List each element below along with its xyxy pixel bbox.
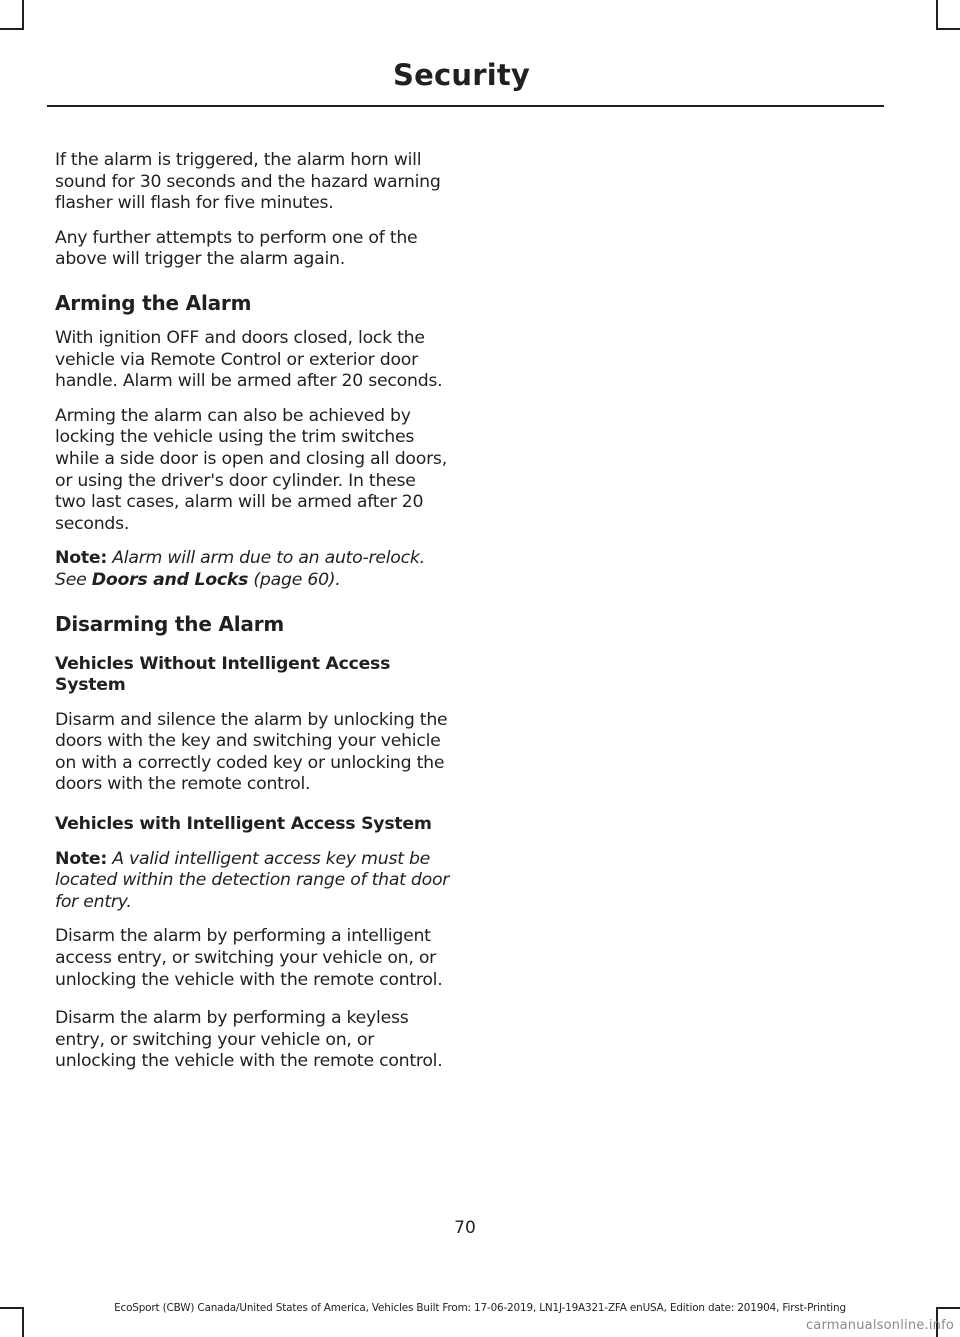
crop-mark-top-right xyxy=(936,28,960,30)
note-label: Note: xyxy=(55,848,107,869)
subheading: Vehicles with Intelligent Access System xyxy=(55,814,432,835)
paragraph: If the alarm is triggered, the alarm horn will sound for 30 seconds and the hazard warning flasher will flash for five minutes. xyxy=(55,150,441,214)
paragraph: With ignition OFF and doors closed, lock the vehicle via Remote Control or exterior door handle. Alarm will be armed after 20 seconds. xyxy=(55,327,443,392)
subheading: Vehicles Without Intelligent Access System xyxy=(55,653,391,696)
header-divider xyxy=(47,105,884,107)
page-number: 70 xyxy=(454,1218,476,1238)
note-text: Alarm will arm due to an auto-relock. See xyxy=(55,548,425,590)
crop-mark-top-right xyxy=(936,0,938,30)
section-heading-disarming: Disarming the Alarm xyxy=(55,611,284,636)
main-column xyxy=(55,150,450,1086)
section-heading-arming: Arming the Alarm xyxy=(55,290,252,315)
note xyxy=(55,849,450,914)
paragraph: Disarm the alarm by performing a intelligent access entry, or switching your vehicle on, or unlocking the vehicle with the remote control. xyxy=(55,926,443,990)
page-reference: (page 60). xyxy=(253,569,341,590)
paragraph: Disarm the alarm by performing a keyless entry, or switching your vehicle on, or unlocking the vehicle with the remote control. xyxy=(55,1008,443,1072)
paragraph: Any further attempts to perform one of the above will trigger the alarm again. xyxy=(55,227,418,270)
paragraph: Arming the alarm can also be achieved by locking the vehicle using the trim switches while a side door is open and closing all doors, or using the driver's door cylinder. In these two last cases, alarm will be armed after 20 seconds. xyxy=(55,405,447,534)
footer-text: EcoSport (CBW) Canada/United States of America, Vehicles Built From: 17-06-2019, LN1J-19A321-ZFA enUSA, Edition date: 201904, First-Printing xyxy=(114,1302,846,1314)
note-label: Note: xyxy=(55,548,107,569)
crop-mark-top-left xyxy=(22,0,24,30)
cross-reference-link[interactable]: Doors and Locks xyxy=(91,569,249,590)
watermark: carmanualsonline.info xyxy=(805,1318,954,1333)
note-text: A valid intelligent access key must be located within the detection range of that door for entry. xyxy=(55,848,450,912)
page-title: Security xyxy=(393,58,530,92)
crop-mark-top-left xyxy=(0,28,24,30)
paragraph: Disarm and silence the alarm by unlocking the doors with the key and switching your vehicle on with a correctly coded key or unlocking the doors with the remote control. xyxy=(55,709,448,795)
note xyxy=(55,548,450,591)
